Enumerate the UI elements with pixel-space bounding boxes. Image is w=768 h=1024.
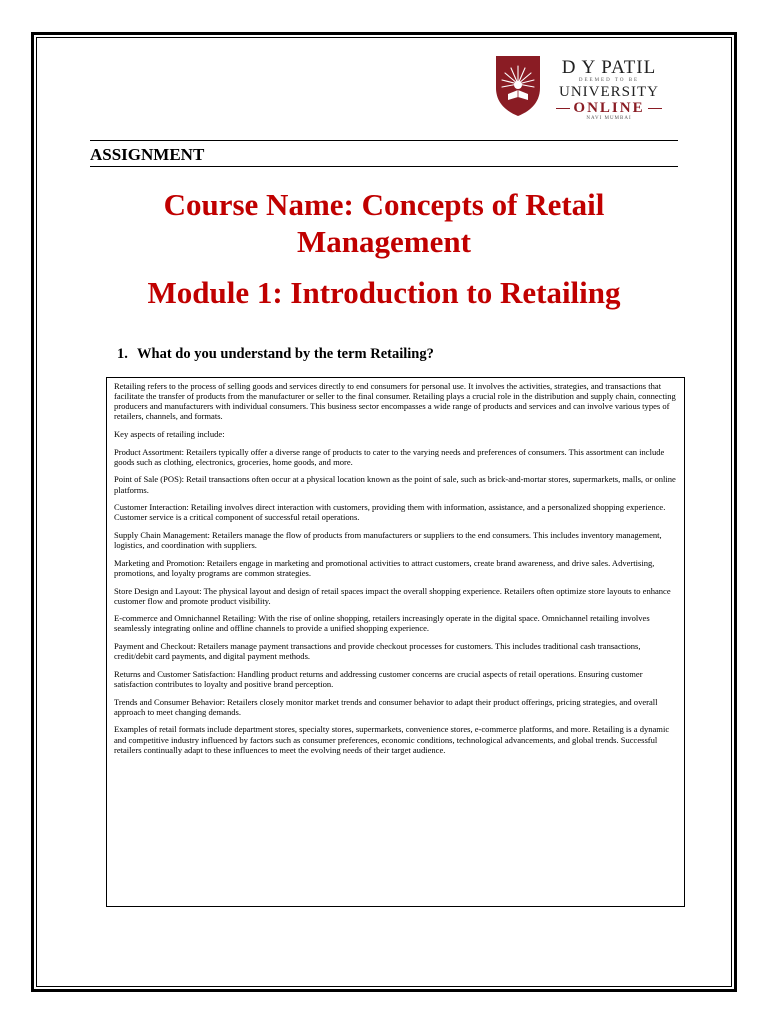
question-number: 1. — [117, 346, 128, 362]
answer-paragraph: Store Design and Layout: The physical layout and design of retail spaces impact the overall shopping experience. Retailers often optimize store layouts to enhance customer flow and promote product visibility. — [114, 585, 671, 606]
logo-city: NAVI MUMBAI — [586, 116, 632, 121]
answer-paragraph: Payment and Checkout: Retailers manage payment transactions and provide checkout processes for customers. This includes traditional cash transactions, credit/debit card payments, and digital payment methods. — [114, 641, 641, 662]
answer-paragraph: Trends and Consumer Behavior: Retailers closely monitor market trends and consumer behavior to adapt their product offerings, pricing strategies, and overall approach to meet changing demands. — [114, 696, 658, 717]
logo-online: ONLINE — [573, 100, 645, 116]
answer-paragraph: Product Assortment: Retailers typically offer a diverse range of products to cater to the varying needs and preferences of consumers. This assortment can include goods such as clothing, electronics, groceries, home goods, and more. — [114, 446, 665, 467]
question-text: What do you understand by the term Retailing? — [137, 346, 434, 362]
logo-wordmark — [554, 58, 664, 122]
question — [117, 346, 434, 363]
university-logo — [492, 54, 672, 126]
answer-paragraph: Point of Sale (POS): Retail transactions often occur at a physical location known as the point of sale, such as brick-and-mortar stores, supermarkets, malls, or online platforms. — [114, 474, 676, 495]
module-title: Module 1: Introduction to Retailing — [147, 275, 621, 310]
answer-paragraph: Marketing and Promotion: Retailers engage in marketing and promotional activities to attract customers, create brand awareness, and drive sales. Advertising, promotions, and loyalty programs are common strategies. — [114, 557, 655, 578]
logo-rule-left — [556, 108, 570, 109]
logo-university: UNIVERSITY — [559, 84, 659, 100]
answer-paragraph: Customer Interaction: Retailing involves direct interaction with customers, providing them with information, assistance, and a personalized shopping experience. Customer service is a critical component of successful retail operations. — [114, 502, 666, 523]
logo-deemed: DEEMED TO BE — [578, 78, 640, 83]
logo-rule-right — [648, 108, 662, 109]
answer-box — [106, 377, 685, 907]
answer-paragraph: Retailing refers to the process of selling goods and services directly to end consumers for personal use. It involves the activities, strategies, and transactions that facilitate the transfer of products from the manufacturer or seller to the final consumer. Retailing plays a crucial role in the distribution and supply chain, connecting producers and manufacturers with individual consumers. This business sector encompasses a wide range of products and services and can involve various types of retailers, channels, and formats. — [114, 381, 676, 422]
logo-name: D Y PATIL — [561, 57, 657, 78]
logo-online-row — [554, 100, 664, 116]
course-title: Course Name: Concepts of Retail Management — [163, 187, 605, 259]
header-rule-top — [90, 140, 678, 141]
answer-paragraph: Returns and Customer Satisfaction: Handling product returns and addressing customer concerns are crucial aspects of retail operations. Ensuring customer satisfaction contributes to loyalty and positive brand perception. — [114, 668, 643, 689]
answer-paragraph: E-commerce and Omnichannel Retailing: With the rise of online shopping, retailers increasingly operate in the digital space. Omnichannel retailing involves seamlessly integrating online and offline channels to provide a unified shopping experience. — [114, 613, 650, 634]
answer-paragraph: Examples of retail formats include department stores, specialty stores, supermarkets, convenience stores, e-commerce platforms, and more. Retailing is a dynamic and competitive industry influenced by factors such as consumer preferences, economic conditions, technological advancements, and global trends. Successful retailers continually adapt to these influences to meet the evolving needs of their target audience. — [114, 724, 670, 755]
header-rule-bottom — [90, 166, 678, 167]
assignment-heading: ASSIGNMENT — [90, 145, 205, 164]
university-emblem-icon — [492, 54, 544, 118]
answer-paragraph: Supply Chain Management: Retailers manage the flow of products from manufacturers or suppliers to the end consumers. This includes inventory management, logistics, and coordination with suppliers. — [114, 530, 662, 551]
answer-paragraph: Key aspects of retailing include: — [114, 428, 225, 439]
